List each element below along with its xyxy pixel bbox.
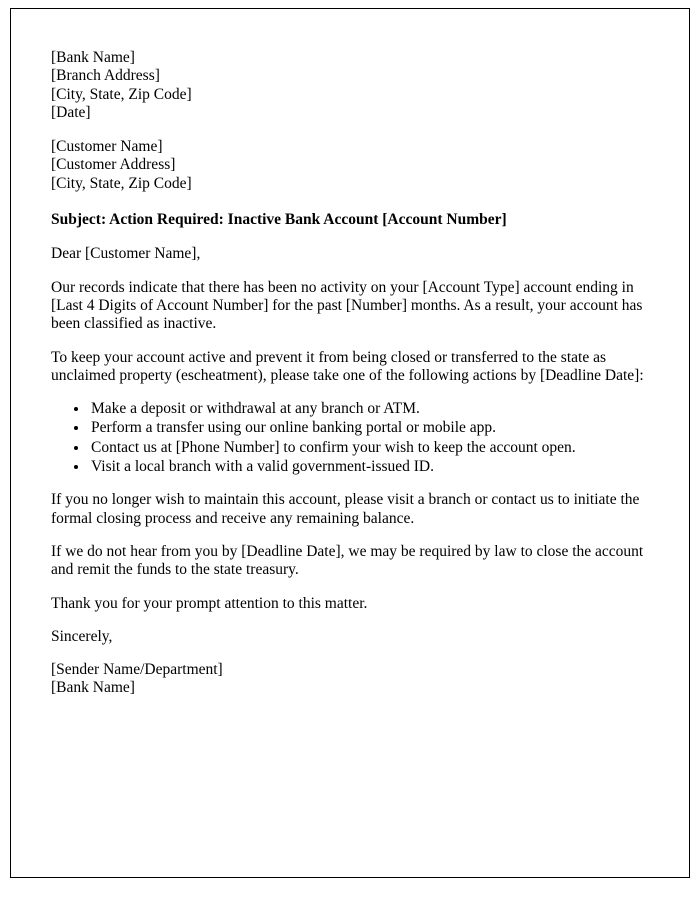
letter-date: [Date] [51, 103, 91, 121]
letter-page [10, 8, 690, 878]
list-item-deposit-withdrawal: • Make a deposit or withdrawal at any branch or ATM. [89, 400, 654, 418]
paragraph-legal-warning: If we do not hear from you by [Deadline Date], we may be required by law to close the account and remit the funds to the state treasury. [51, 542, 644, 579]
subject-line: Subject: Action Required: Inactive Bank Account [Account Number] [51, 211, 507, 229]
recipient-block [51, 138, 654, 193]
recipient-city-state-zip: [City, State, Zip Code] [51, 174, 192, 192]
recipient-address: [Customer Address] [51, 156, 176, 174]
action-options-list [51, 400, 654, 476]
letter-content [11, 9, 689, 698]
paragraph-action-request: To keep your account active and prevent it from being closed or transferred to the state as unclaimed property (escheatment), please take one of the following actions by [Deadline Date]: [51, 348, 644, 384]
closing-salutation: Sincerely, [51, 627, 113, 645]
sender-bank-name: [Bank Name] [51, 49, 135, 66]
paragraph-inactive-notice: Our records indicate that there has been no activity on your [Account Type] account ending in [Last 4 Digits of Account Number] for the past [Number] months. As a result, your account has been classified as inactive. [51, 278, 643, 333]
signature-block [51, 661, 654, 698]
sender-city-state-zip: [City, State, Zip Code] [51, 85, 192, 103]
sender-block [51, 49, 654, 122]
sender-branch-address: [Branch Address] [51, 67, 160, 85]
list-item-visit-branch: • Visit a local branch with a valid government-issued ID. [89, 458, 654, 476]
list-item-online-transfer: • Perform a transfer using our online banking portal or mobile app. [89, 419, 654, 437]
salutation: Dear [Customer Name], [51, 245, 201, 263]
signature-bank-name: [Bank Name] [51, 679, 135, 697]
recipient-name: [Customer Name] [51, 138, 163, 156]
paragraph-thank-you: Thank you for your prompt attention to this matter. [51, 594, 368, 612]
list-item-contact-phone: • Contact us at [Phone Number] to confirm your wish to keep the account open. [89, 439, 654, 457]
signature-sender-name: [Sender Name/Department] [51, 661, 223, 679]
paragraph-closing-process: If you no longer wish to maintain this account, please visit a branch or contact us to initiate the formal closing process and receive any remaining balance. [51, 491, 640, 527]
